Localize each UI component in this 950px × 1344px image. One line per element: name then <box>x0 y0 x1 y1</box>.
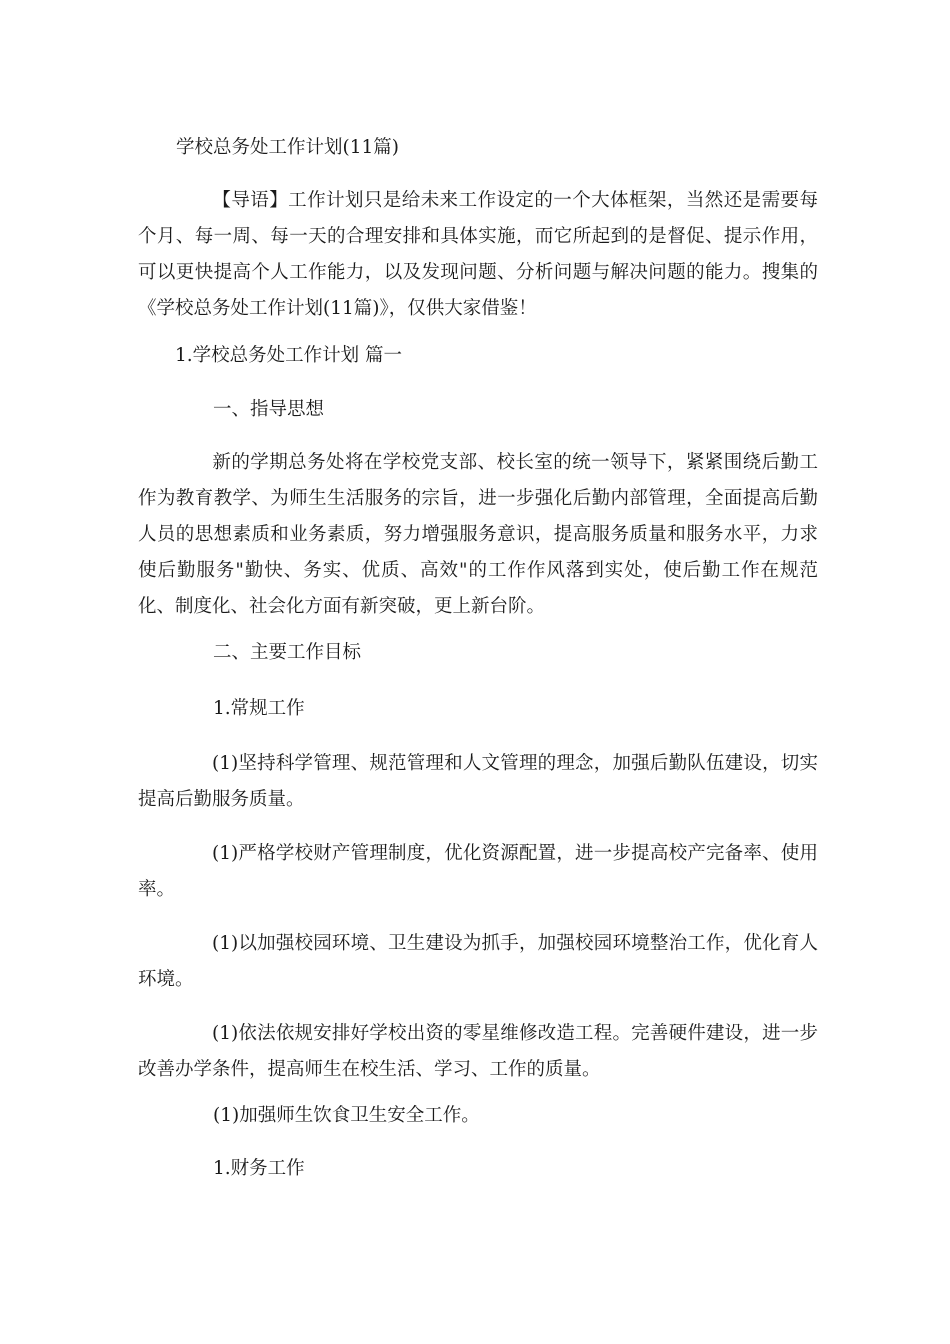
list-item <box>138 926 818 998</box>
list-item-text: (1)以加强校园环境、卫生建设为抓手，加强校园环境整治工作，优化育人环境。 <box>138 933 818 990</box>
heading-main-goals: 二、主要工作目标 <box>213 642 362 663</box>
list-item-text: (1)坚持科学管理、规范管理和人文管理的理念，加强后勤队伍建设，切实提高后勤服务质量。 <box>138 753 818 810</box>
list-item-text: (1)依法依规安排好学校出资的零星维修改造工程。完善硬件建设，进一步改善办学条件，提高师生在校生活、学习、工作的质量。 <box>138 1023 818 1080</box>
list-item <box>138 836 818 908</box>
list-item <box>138 746 818 818</box>
intro-paragraph <box>138 183 818 327</box>
heading-routine-work: 1.常规工作 <box>213 698 305 719</box>
document-title: 学校总务处工作计划(11篇) <box>176 137 399 158</box>
intro-text: 【导语】工作计划只是给未来工作设定的一个大体框架，当然还是需要每个月、每一周、每一天的合理安排和具体实施，而它所起到的是督促、提示作用，可以更快提高个人工作能力，以及发现问题、分析问题与解决问题的能力。搜集的《学校总务处工作计划(11篇)》，仅供大家借鉴！ <box>138 190 818 319</box>
heading-finance-work: 1.财务工作 <box>213 1158 305 1179</box>
heading-guiding-ideology: 一、指导思想 <box>213 399 325 420</box>
paragraph-text: 新的学期总务处将在学校党支部、校长室的统一领导下，紧紧围绕后勤工作为教育教学、为师生生活服务的宗旨，进一步强化后勤内部管理，全面提高后勤人员的思想素质和业务素质，努力增强服务意识，提高服务质量和服务水平，力求使后勤服务"勤快、务实、优质、高效"的工作作风落到实处，使后勤工作在规范化、制度化、社会化方面有新突破，更上新台阶。 <box>138 452 818 617</box>
list-item: (1)加强师生饮食卫生安全工作。 <box>213 1105 480 1126</box>
list-item-text: (1)严格学校财产管理制度，优化资源配置，进一步提高校产完备率、使用率。 <box>138 843 818 900</box>
paragraph-guiding-ideology <box>138 445 818 625</box>
list-item <box>138 1016 818 1088</box>
section-title: 1.学校总务处工作计划 篇一 <box>175 345 403 366</box>
